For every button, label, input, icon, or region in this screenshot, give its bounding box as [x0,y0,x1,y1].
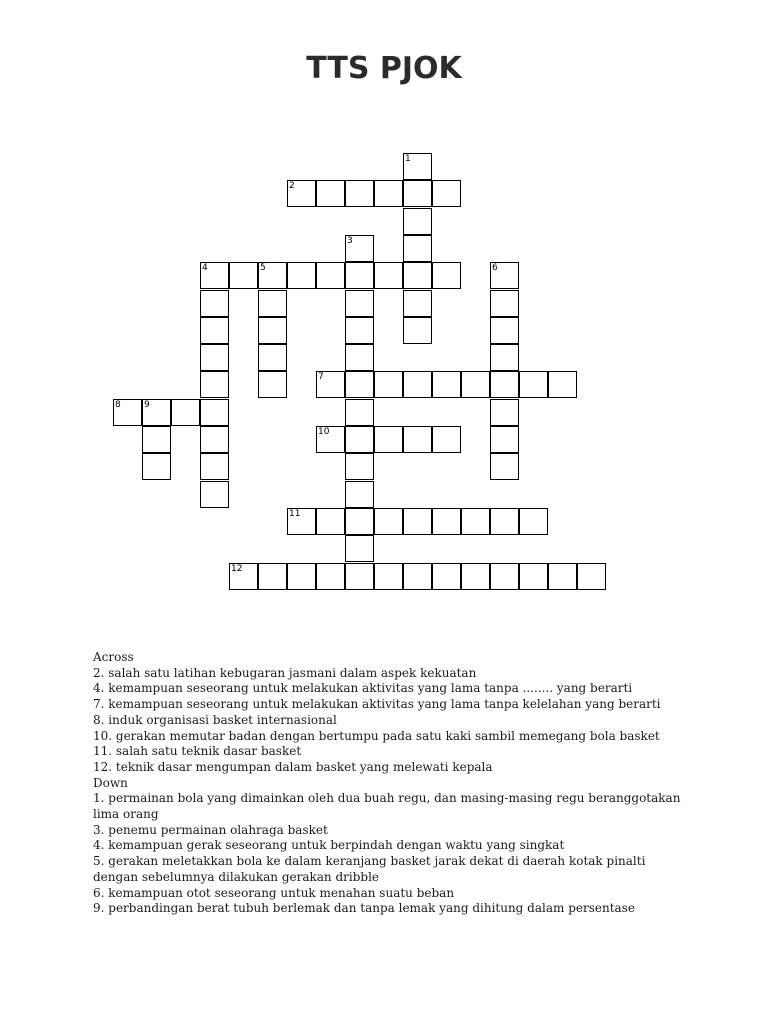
clue-line: 12. teknik dasar mengumpan dalam basket yang melewati kepala [93,759,493,774]
crossword-cell[interactable] [519,508,548,535]
crossword-cell-2[interactable] [287,180,316,207]
crossword-cell[interactable] [200,344,229,371]
crossword-cell[interactable] [345,180,374,207]
crossword-cell[interactable] [490,317,519,344]
clue-line: 7. kemampuan seseorang untuk melakukan aktivitas yang lama tanpa kelelahan yang berarti [93,697,661,712]
crossword-cell[interactable] [287,563,316,590]
crossword-cell[interactable] [200,371,229,398]
crossword-cell[interactable] [490,453,519,480]
clue-number: 5 [260,263,266,273]
crossword-cell-4[interactable] [200,262,229,289]
crossword-cell[interactable] [432,371,461,398]
crossword-cell[interactable] [345,262,374,289]
crossword-cell[interactable] [142,453,171,480]
crossword-cell[interactable] [490,508,519,535]
crossword-cell[interactable] [258,290,287,317]
crossword-cell[interactable] [287,262,316,289]
clue-number: 4 [202,263,208,273]
crossword-cell[interactable] [258,563,287,590]
crossword-cell[interactable] [461,371,490,398]
page-title: TTS PJOK [306,51,462,86]
crossword-cell[interactable] [316,563,345,590]
crossword-cell[interactable] [432,563,461,590]
crossword-cell[interactable] [490,344,519,371]
crossword-cell[interactable] [345,317,374,344]
clue-line: 5. gerakan meletakkan bola ke dalam keranjang basket jarak dekat di daerah kotak pinalti dengan sebelumnya dilakukan gerakan dribble [93,854,646,884]
clue-line: 2. salah satu latihan kebugaran jasmani dalam aspek kekuatan [93,665,477,680]
crossword-cell-9[interactable] [142,399,171,426]
clue-line: 3. penemu permainan olahraga basket [93,822,328,837]
crossword-cell[interactable] [461,508,490,535]
clue-line: 4. kemampuan seseorang untuk melakukan aktivitas yang lama tanpa ........ yang berarti [93,681,633,696]
crossword-cell[interactable] [345,535,374,562]
crossword-cell[interactable] [403,180,432,207]
crossword-cell[interactable] [316,262,345,289]
clue-number: 12 [231,564,243,574]
clue-number: 10 [318,427,330,437]
crossword-cell[interactable] [519,371,548,398]
crossword-cell[interactable] [258,317,287,344]
crossword-cell[interactable] [200,481,229,508]
crossword-cell[interactable] [142,426,171,453]
crossword-cell[interactable] [432,180,461,207]
crossword-cell[interactable] [403,235,432,262]
crossword-cell[interactable] [316,180,345,207]
crossword-cell[interactable] [548,371,577,398]
crossword-cell-3[interactable] [345,235,374,262]
crossword-cell-10[interactable] [316,426,345,453]
crossword-cell[interactable] [490,426,519,453]
crossword-cell-5[interactable] [258,262,287,289]
clue-number: 11 [289,509,301,519]
crossword-cell[interactable] [490,371,519,398]
crossword-cell[interactable] [374,508,403,535]
clues-heading: Down [93,775,128,790]
crossword-cell[interactable] [490,290,519,317]
crossword-cell[interactable] [403,317,432,344]
crossword-cell[interactable] [171,399,200,426]
crossword-cell[interactable] [200,317,229,344]
crossword-cell[interactable] [432,426,461,453]
clue-number: 2 [289,181,295,191]
crossword-cell[interactable] [432,262,461,289]
crossword-cell[interactable] [200,399,229,426]
crossword-cell[interactable] [490,399,519,426]
crossword-cell[interactable] [345,563,374,590]
crossword-cell[interactable] [519,563,548,590]
crossword-cell[interactable] [345,453,374,480]
clue-line: 9. perbandingan berat tubuh berlemak dan tanpa lemak yang dihitung dalam persentase [93,901,635,916]
crossword-cell-12[interactable] [229,563,258,590]
crossword-cell-1[interactable] [403,153,432,180]
clue-line: 4. kemampuan gerak seseorang untuk berpindah dengan waktu yang singkat [93,838,565,853]
crossword-cell[interactable] [258,371,287,398]
crossword-cell[interactable] [461,563,490,590]
clue-number: 3 [347,236,353,246]
crossword-cell[interactable] [548,563,577,590]
clues-list [93,650,683,917]
crossword-cell[interactable] [403,508,432,535]
clue-number: 9 [144,400,150,410]
crossword-cell[interactable] [200,290,229,317]
clue-number: 6 [492,263,498,273]
crossword-cell-8[interactable] [113,399,142,426]
crossword-cell[interactable] [200,426,229,453]
crossword-cell[interactable] [403,563,432,590]
clues-heading: Across [93,650,134,664]
clue-number: 7 [318,372,324,382]
crossword-cell[interactable] [490,563,519,590]
crossword-cell[interactable] [403,262,432,289]
clue-line: 1. permainan bola yang dimainkan oleh dua buah regu, dan masing-masing regu beranggotakan lima orang [93,791,681,822]
crossword-cell[interactable] [229,262,258,289]
crossword-cell[interactable] [345,371,374,398]
crossword-cell[interactable] [345,399,374,426]
crossword-cell[interactable] [374,563,403,590]
crossword-cell[interactable] [345,426,374,453]
crossword-cell[interactable] [577,563,606,590]
crossword-cell[interactable] [345,481,374,508]
crossword-cell-11[interactable] [287,508,316,535]
crossword-cell[interactable] [403,208,432,235]
crossword-cell[interactable] [403,290,432,317]
crossword-cell[interactable] [374,371,403,398]
crossword-cell[interactable] [403,426,432,453]
crossword-cell-7[interactable] [316,371,345,398]
clue-line: 10. gerakan memutar badan dengan bertumpu pada satu kaki sambil memegang bola basket [93,728,660,743]
crossword-cell[interactable] [345,508,374,535]
crossword-cell[interactable] [258,344,287,371]
crossword-cell[interactable] [345,344,374,371]
crossword-cell[interactable] [374,180,403,207]
clue-number: 1 [405,154,411,164]
crossword-cell[interactable] [432,508,461,535]
clue-line: 6. kemampuan otot seseorang untuk menahan suatu beban [93,885,455,900]
clue-line: 11. salah satu teknik dasar basket [93,744,302,759]
crossword-cell[interactable] [345,290,374,317]
crossword-cell[interactable] [316,508,345,535]
crossword-cell-6[interactable] [490,262,519,289]
crossword-cell[interactable] [374,262,403,289]
crossword-cell[interactable] [374,426,403,453]
crossword-cell[interactable] [403,371,432,398]
clue-number: 8 [115,400,121,410]
clue-line: 8. induk organisasi basket internasional [93,712,337,727]
crossword-cell[interactable] [200,453,229,480]
